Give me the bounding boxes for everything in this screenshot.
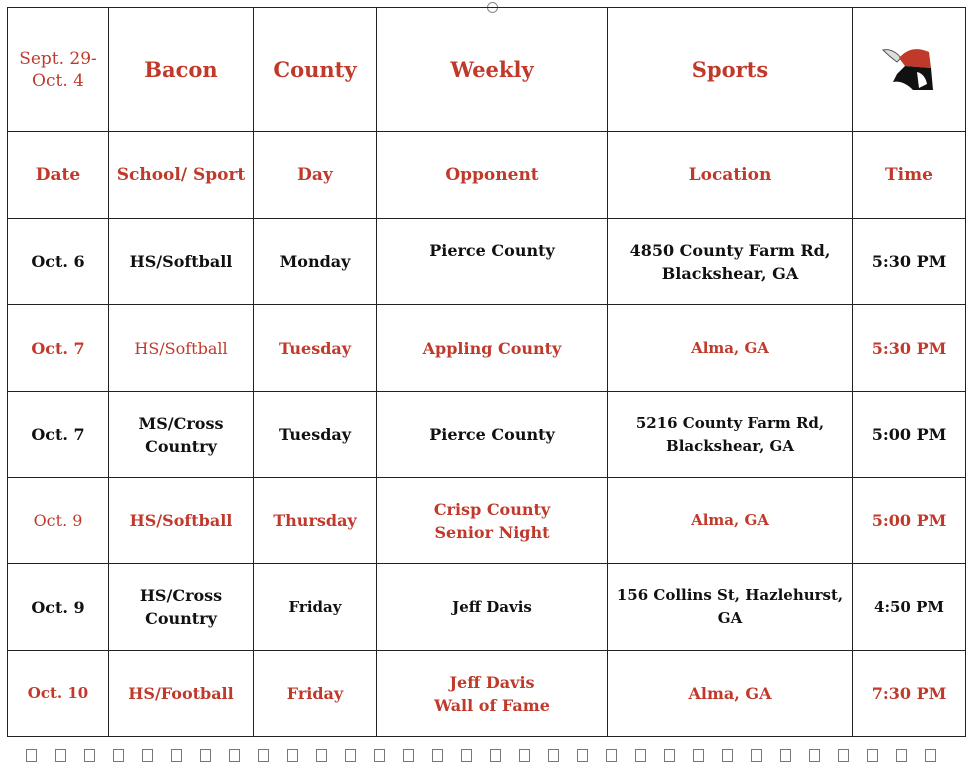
time-cell: 5:30 PM: [853, 219, 966, 305]
sports-schedule-table: [7, 7, 966, 737]
time-cell: 5:00 PM: [853, 392, 966, 478]
location-cell: Alma, GA: [608, 651, 853, 737]
column-header-location: Location: [608, 132, 853, 219]
marker: [171, 749, 182, 762]
sport-cell: HS/Football: [109, 651, 254, 737]
day-cell: Tuesday: [254, 392, 377, 478]
date-cell: Oct. 10: [8, 651, 109, 737]
location-cell: Alma, GA: [608, 305, 853, 392]
column-header-day: Day: [254, 132, 377, 219]
marker: [113, 749, 124, 762]
date-range: Sept. 29- Oct. 4: [8, 8, 109, 132]
sport-cell: HS/Softball: [109, 478, 254, 564]
date-cell: Oct. 9: [8, 478, 109, 564]
title-word: Bacon: [109, 8, 254, 132]
marker: [780, 749, 791, 762]
marker: [577, 749, 588, 762]
marker: [229, 749, 240, 762]
location-cell: 4850 County Farm Rd, Blackshear, GA: [608, 219, 853, 305]
marker: [606, 749, 617, 762]
marker: [867, 749, 878, 762]
sport-cell: HS/Softball: [109, 219, 254, 305]
date-cell: Oct. 7: [8, 392, 109, 478]
opponent-cell: Crisp County Senior Night: [377, 478, 608, 564]
day-cell: Friday: [254, 651, 377, 737]
marker: [635, 749, 646, 762]
column-header-sport: School/ Sport: [109, 132, 254, 219]
day-cell: Tuesday: [254, 305, 377, 392]
day-cell: Friday: [254, 564, 377, 651]
marker: [432, 749, 443, 762]
title-word: Sports: [608, 8, 853, 132]
table-row: [8, 305, 966, 392]
marker: [287, 749, 298, 762]
time-cell: 5:30 PM: [853, 305, 966, 392]
marker: [200, 749, 211, 762]
marker: [258, 749, 269, 762]
opponent-cell: Jeff Davis Wall of Fame: [377, 651, 608, 737]
table-row: [8, 219, 966, 305]
title-word: Weekly: [377, 8, 608, 132]
marker: [751, 749, 762, 762]
marker: [693, 749, 704, 762]
date-cell: Oct. 9: [8, 564, 109, 651]
title-word: County: [254, 8, 377, 132]
column-header-row: [8, 132, 966, 219]
column-header-time: Time: [853, 132, 966, 219]
location-cell: 156 Collins St, Hazlehurst, GA: [608, 564, 853, 651]
marker: [374, 749, 385, 762]
day-cell: Monday: [254, 219, 377, 305]
marker: [896, 749, 907, 762]
opponent-cell: Appling County: [377, 305, 608, 392]
table-row: [8, 392, 966, 478]
marker: [838, 749, 849, 762]
time-cell: 5:00 PM: [853, 478, 966, 564]
marker: [26, 749, 37, 762]
marker: [461, 749, 472, 762]
table-row: [8, 564, 966, 651]
table-row: [8, 651, 966, 737]
sport-cell: MS/Cross Country: [109, 392, 254, 478]
day-cell: Thursday: [254, 478, 377, 564]
viking-mascot-logo-icon: [879, 44, 939, 92]
time-cell: 7:30 PM: [853, 651, 966, 737]
column-header-date: Date: [8, 132, 109, 219]
time-cell: 4:50 PM: [853, 564, 966, 651]
location-cell: 5216 County Farm Rd, Blackshear, GA: [608, 392, 853, 478]
opponent-cell: Pierce County: [377, 392, 608, 478]
marker: [548, 749, 559, 762]
opponent-cell: Jeff Davis: [377, 564, 608, 651]
marker: [519, 749, 530, 762]
marker: [664, 749, 675, 762]
marker: [722, 749, 733, 762]
date-cell: Oct. 6: [8, 219, 109, 305]
marker: [142, 749, 153, 762]
title-row: [8, 8, 966, 132]
sport-cell: HS/Cross Country: [109, 564, 254, 651]
logo-cell: [853, 8, 966, 132]
marker: [316, 749, 327, 762]
marker: [55, 749, 66, 762]
table-row: [8, 478, 966, 564]
date-cell: Oct. 7: [8, 305, 109, 392]
marker: [925, 749, 936, 762]
location-cell: Alma, GA: [608, 478, 853, 564]
marker: [403, 749, 414, 762]
marker: [345, 749, 356, 762]
marker: [490, 749, 501, 762]
sport-cell: HS/Softball: [109, 305, 254, 392]
marker: [84, 749, 95, 762]
table-column-markers: [26, 749, 936, 762]
column-header-opponent: Opponent: [377, 132, 608, 219]
opponent-cell: Pierce County: [377, 219, 608, 305]
marker: [809, 749, 820, 762]
